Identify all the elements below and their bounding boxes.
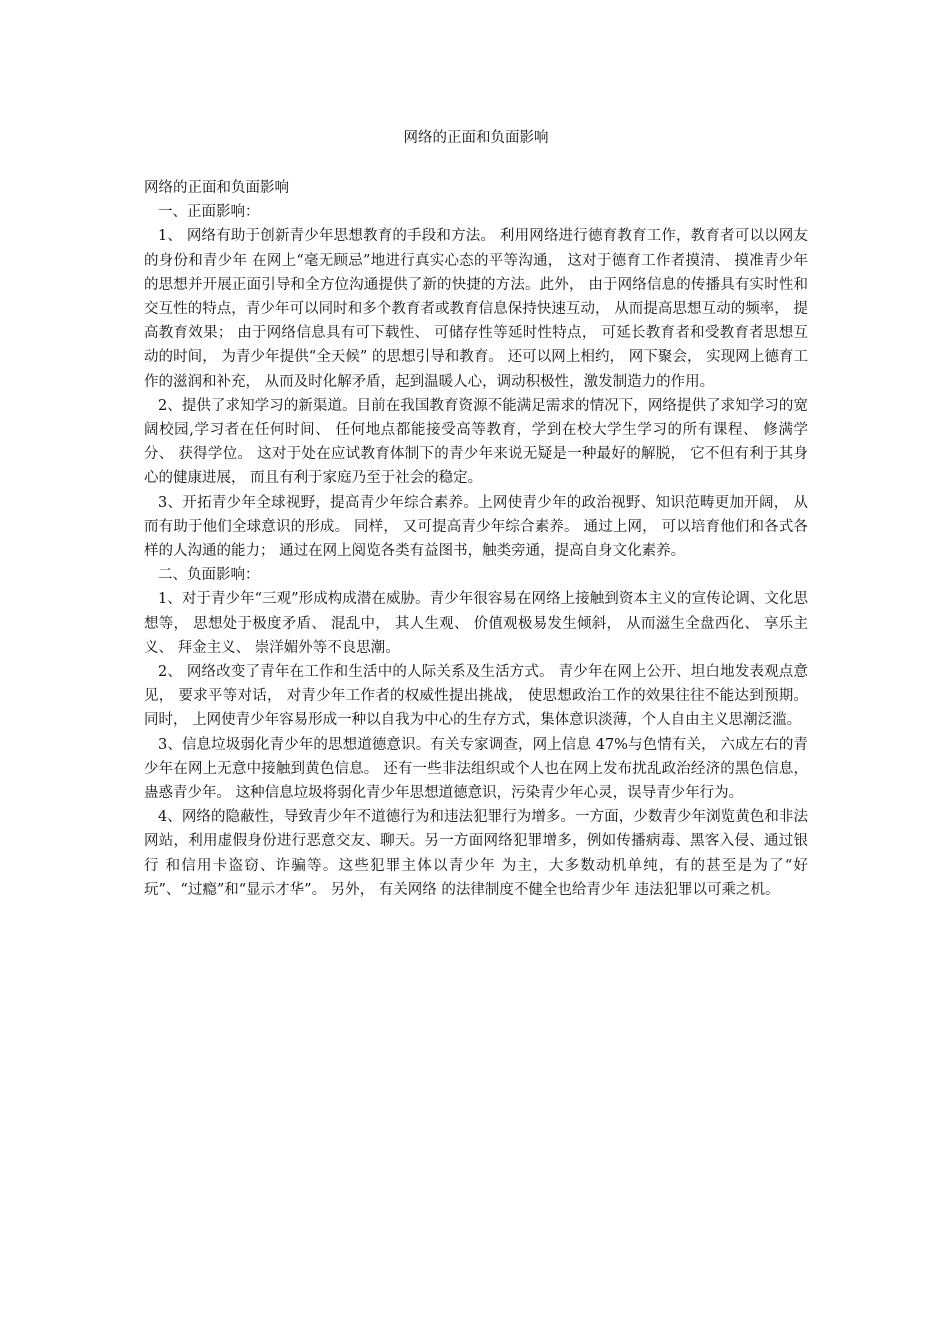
negative-paragraph-1: 1、对于青少年“三观”形成构成潜在威胁。青少年很容易在网络上接触到资本主义的宣传论调、文化思想等， 思想处于极度矛盾、 混乱中， 其人生观、 价值观极易发生倾斜， 从而滋生全盘西化、 享乐主义、 拜金主义、 崇洋媚外等不良思潮。 xyxy=(144,591,808,656)
document-title: 网络的正面和负面影响 xyxy=(403,130,549,146)
positive-paragraph-1: 1、 网络有助于创新青少年思想教育的手段和方法。 利用网络进行德育教育工作，教育者可以以网友的身份和青少年 在网上“毫无顾忌”地进行真实心态的平等沟通， 这对于德育工作者摸清、 摸准青少年的思想并开展正面引导和全方位沟通提供了新的快捷的方法。此外， 由于网络信息的传播具有实时性和交互性的特点，青少年可以同时和多个教育者或教育信息保持快速互动， 从而提高思想互动的频率， 提高教育效果； 由于网络信息具有可下载性、 可储存性等延时性特点， 可延长教育者和受教育者思想互动的时间， 为青少年提供“全天候” 的思想引导和教育。 还可以网上相约， 网下聚会， 实现网上德育工作的滋润和补充， 从而及时化解矛盾，起到温暖人心，调动积极性，激发制造力的作用。 xyxy=(144,228,808,390)
positive-heading: 一、正面影响： xyxy=(158,204,260,221)
positive-paragraph-2: 2、提供了求知学习的新渠道。目前在我国教育资源不能满足需求的情况下，网络提供了求知学习的宽阔校园,学习者在任何时间、 任何地点都能接受高等教育，学到在校大学生学习的所有课程、 修满学分、 获得学位。 这对于处在应试教育体制下的青少年来说无疑是一种最好的解脱， 它不但有利于其身心的健康进展， 而且有利于家庭乃至于社会的稳定。 xyxy=(144,397,808,487)
document-subtitle: 网络的正面和负面影响 xyxy=(144,180,289,196)
document-page xyxy=(144,0,808,1344)
document-body xyxy=(144,176,808,902)
negative-paragraph-2: 2、 网络改变了青年在工作和生活中的人际关系及生活方式。 青少年在网上公开、坦白地发表观点意见， 要求平等对话， 对青少年工作者的权威性提出挑战， 使思想政治工作的效果往往不能达到预期。 同时， 上网使青少年容易形成一种以自我为中心的生存方式，集体意识淡薄，个人自由主义思潮泛滥。 xyxy=(144,664,808,729)
negative-paragraph-4: 4、网络的隐蔽性，导致青少年不道德行为和违法犯罪行为增多。一方面，少数青少年浏览黄色和非法网站，利用虚假身份进行恶意交友、聊天。另一方面网络犯罪增多，例如传播病毒、黑客入侵、通过银行 和信用卡盗窃、诈骗等。这些犯罪主体以青少年 为主，大多数动机单纯，有的甚至是为了“好玩”、“过瘾”和“显示才华”。 另外， 有关网络 的法律制度不健全也给青少年 违法犯罪以可乘之机。 xyxy=(144,809,808,898)
negative-paragraph-3: 3、信息垃圾弱化青少年的思想道德意识。有关专家调查，网上信息 47%与色情有关， 六成左右的青少年在网上无意中接触到黄色信息。 还有一些非法组织或个人也在网上发布扰乱政治经济的黑色信息， 蛊惑青少年。 这种信息垃圾将弱化青少年思想道德意识，污染青少年心灵，误导青少年行为。 xyxy=(144,736,808,802)
negative-heading: 二、负面影响： xyxy=(158,567,260,584)
positive-paragraph-3: 3、开拓青少年全球视野，提高青少年综合素养。上网使青少年的政治视野、知识范畴更加开阔， 从而有助于他们全球意识的形成。 同样， 又可提高青少年综合素养。 通过上网， 可以培育他们和各式各样的人沟通的能力； 通过在网上阅览各类有益图书，触类旁通，提高自身文化素养。 xyxy=(144,494,808,560)
